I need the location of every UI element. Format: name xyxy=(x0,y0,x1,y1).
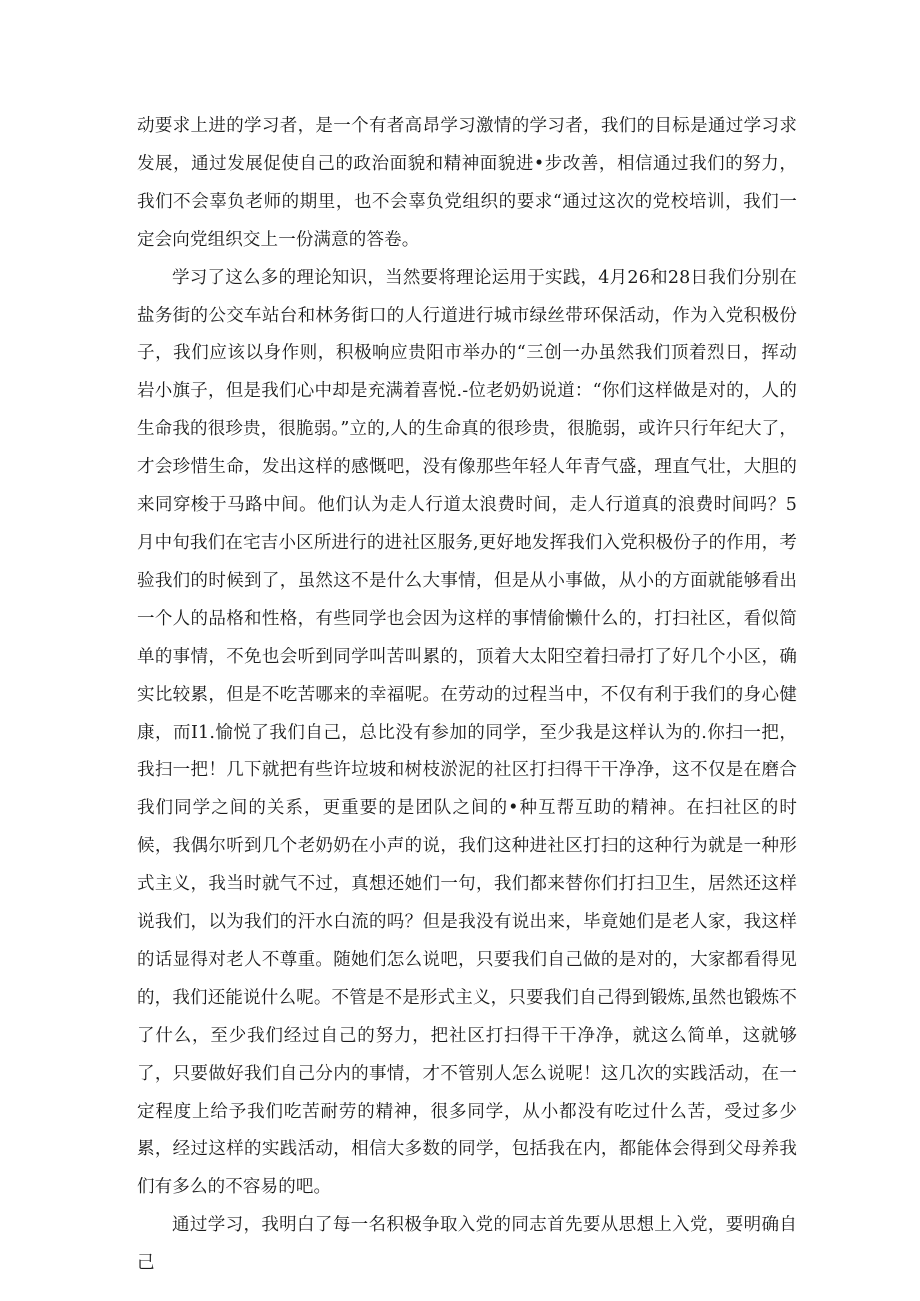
document-body xyxy=(137,108,797,1283)
paragraph-learning-conclusion: 通过学习，我明白了每一名积极争取入党的同志首先要从思想上入党，要明确自己 xyxy=(137,1215,797,1274)
paragraph-practice-activities: 学习了这么多的理论知识，当然要将理论运用于实践，4月26和28日我们分别在盐务街的公交车站台和林务街口的人行道进行城市绿丝带环保活动，作为入党积极份子，我们应该以身作则，积极响应贵阳市举办的“三创一办虽然我们顶着烈日，挥动岩小旗子，但是我们心中却是充满着喜悦.-位老奶奶说道：“你们这样做是对的，人的生命我的很珍贵，很脆弱。”立的,人的生命真的很珍贵，很脆弱，或许只行年纪大了，才会珍惜生命，发出这样的感慨吧，没有像那些年轻人年青气盛，理直气壮，大胆的来同穿梭于马路中间。他们认为走人行道太浪费时间，走人行道真的浪费时间吗？5月中旬我们在宅吉小区所进行的进社区服务,更好地发挥我们入党积极份子的作用，考验我们的时候到了，虽然这不是什么大事情，但是从小事做，从小的方面就能够看出一个人的品格和性格，有些同学也会因为这样的事情偷懒什么的，打扫社区，看似简单的事情，不免也会听到同学叫苦叫累的，顶着大太阳空着扫帚打了好几个小区，确实比较累，但是不吃苦哪来的幸福呢。在劳动的过程当中，不仅有利于我们的身心健康，而I1.愉悦了我们自己，总比没有参加的同学，至少我是这样认为的.你扫一把，我扫一把！几下就把有些许垃坡和树枝淤泥的社区打扫得干干净净，这不仅是在磨合我们同学之间的关系，更重要的是团队之间的•种互帮互助的精神。在扫社区的时候，我偶尔听到几个老奶奶在小声的说，我们这种进社区打扫的这种行为就是一种形式主义，我当时就气不过，真想还她们一句，我们都来替你们打扫卫生，居然还这样说我们，以为我们的汗水白流的吗？但是我没有说出来，毕竟她们是老人家，我这样的话显得对老人不尊重。随她们怎么说吧，只要我们自己做的是对的，大家都看得见的，我们还能说什么呢。不管是不是形式主义，只要我们自己得到锻炼,虽然也锻炼不了什么，至少我们经过自己的努力，把社区打扫得干干净净，就这么简单，这就够了，只要做好我们自己分内的事情，才不管别人怎么说呢！这几次的实践活动，在一定程度上给予我们吃苦耐劳的精神，很多同学，从小都没有吃过什么苦，受过多少累，经过这样的实践活动，相信大多数的同学，包括我在内，都能体会得到父母养我们有多么的不容易的吧。 xyxy=(137,267,797,1198)
paragraph-continuation: 动要求上进的学习者，是一个有者高昂学习激情的学习者，我们的目标是通过学习求发展，通过发展促使自己的政治面貌和精神面貌进•步改善，相信通过我们的努力，我们不会辜负老师的期里，也不会辜负党组织的要求“通过这次的党校培训，我们一定会向党组织交上一份满意的答卷。 xyxy=(137,116,797,250)
